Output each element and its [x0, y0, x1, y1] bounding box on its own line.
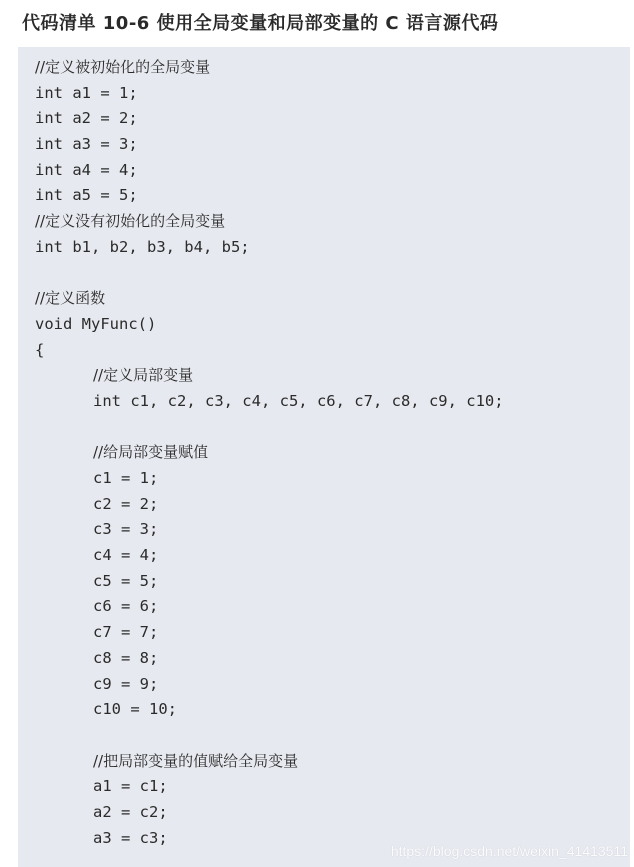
- code-line: c5 = 5;: [93, 571, 159, 590]
- code-line: c2 = 2;: [93, 494, 159, 513]
- code-line: int a2 = 2;: [35, 109, 138, 128]
- code-line: c3 = 3;: [93, 520, 159, 539]
- code-line: a3 = c3;: [93, 828, 168, 847]
- code-blank-line: [18, 261, 630, 287]
- code-comment-line: //给局部变量赋值: [93, 443, 209, 462]
- code-line: c7 = 7;: [93, 623, 159, 642]
- code-panel: [18, 47, 630, 867]
- code-comment-line: //定义函数: [35, 289, 106, 308]
- code-line: int b1, b2, b3, b4, b5;: [35, 237, 250, 256]
- code-line: a2 = c2;: [93, 802, 168, 821]
- code-line: void MyFunc(): [35, 314, 157, 333]
- code-comment-line: //定义被初始化的全局变量: [35, 58, 211, 76]
- code-line: {: [35, 340, 45, 359]
- code-line: a1 = c1;: [93, 777, 168, 796]
- code-line: int c1, c2, c3, c4, c5, c6, c7, c8, c9, c10;: [93, 391, 504, 410]
- code-block: [18, 55, 630, 851]
- code-comment-line: //把局部变量的值赋给全局变量: [93, 751, 299, 770]
- code-blank-line: [18, 723, 630, 749]
- code-blank-line: [18, 415, 630, 441]
- code-line: int a5 = 5;: [35, 186, 138, 205]
- code-line: int a1 = 1;: [35, 83, 138, 102]
- code-line: c4 = 4;: [93, 546, 159, 565]
- code-line: c9 = 9;: [93, 674, 159, 693]
- code-comment-line: //定义局部变量: [93, 366, 194, 385]
- code-line: int a3 = 3;: [35, 135, 138, 154]
- code-line: int a4 = 4;: [35, 160, 138, 179]
- code-line: c6 = 6;: [93, 597, 159, 616]
- code-line: c1 = 1;: [93, 469, 159, 487]
- code-line: c8 = 8;: [93, 648, 159, 667]
- code-comment-line: //定义没有初始化的全局变量: [35, 212, 226, 231]
- watermark-url: https://blog.csdn.net/weixin_41413511: [390, 843, 628, 859]
- code-line: c10 = 10;: [93, 700, 177, 719]
- listing-title: 代码清单 10-6 使用全局变量和局部变量的 C 语言源代码: [22, 13, 499, 34]
